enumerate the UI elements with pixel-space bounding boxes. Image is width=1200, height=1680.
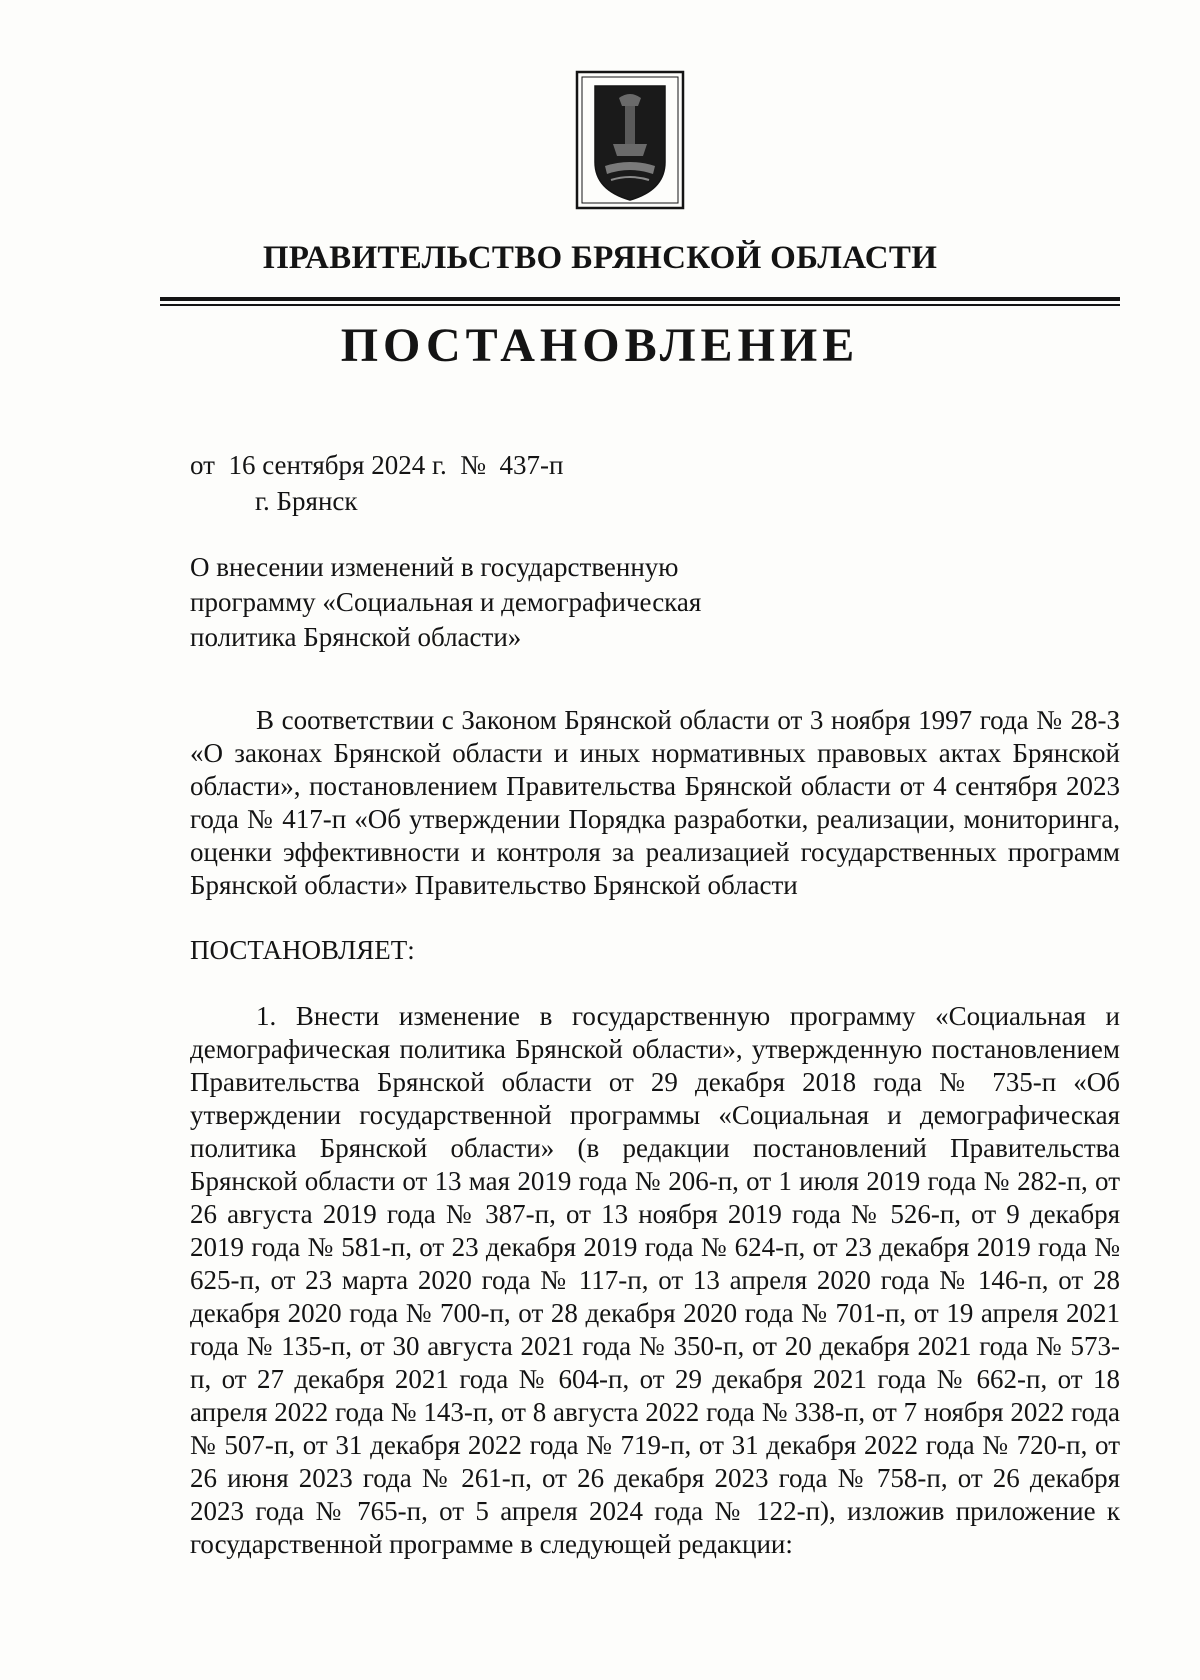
organization-title: ПРАВИТЕЛЬСТВО БРЯНСКОЙ ОБЛАСТИ — [262, 240, 938, 276]
preamble-paragraph — [190, 704, 1120, 902]
preamble-text: В соответствии с Законом Брянской области от 3 ноября 1997 года № 28-З «О законах Брянской области и иных нормативных правовых актах Брянской области», постановлением Правительства Брянской области от 4 сентября 2023 года № 417-п «Об утверждении Порядка разработки, реализации, мониторинга, оценки эффективности и контроля за реализацией государственных программ Брянской области» Правительство Брянской области — [190, 705, 1120, 900]
clause-1-text: 1. Внести изменение в государственную программу «Социальная и демографическая политика Брянской области», утвержденную постановлением Правительства Брянской области от 29 декабря 2018 года № 735-п «Об утверждении государственной программы «Социальная и демографическая политика Брянской области» (в редакции постановлений Правительства Брянской области от 13 мая 2019 года № 206-п, от 1 июля 2019 года № 282-п, от 26 августа 2019 года № 387-п, от 13 ноября 2019 года № 526-п, от 9 декабря 2019 года № 581-п, от 23 декабря 2019 года № 624-п, от 23 декабря 2019 года № 625-п, от 23 марта 2020 года № 117-п, от 13 апреля 2020 года № 146-п, от 28 декабря 2020 года № 700-п, от 28 декабря 2020 года № 701-п, от 19 апреля 2021 года № 135-п, от 30 августа 2021 года № 350-п, от 20 декабря 2021 года № 573-п, от 27 декабря 2021 года № 604-п, от 29 декабря 2021 года № 662-п, от 18 апреля 2022 года № 143-п, от 8 августа 2022 года № 338-п, от 7 ноября 2022 года № 507-п, от 31 декабря 2022 года № 719-п, от 31 декабря 2022 года № 720-п, от 26 июня 2023 года № 261-п, от 26 декабря 2023 года № 758-п, от 26 декабря 2023 года № 765-п, от 5 апреля 2024 года № 122-п), изложив приложение к государственной программе в следующей редакции: — [190, 1001, 1120, 1559]
city-name: г. Брянск — [255, 486, 358, 516]
subject-line: политика Брянской области» — [190, 622, 522, 652]
subject-line: О внесении изменений в государственную — [190, 552, 679, 582]
date-and-number: от 16 сентября 2024 г. № 437-п — [190, 450, 564, 480]
resolves-keyword: ПОСТАНОВЛЯЕТ: — [190, 935, 415, 965]
subject-line: программу «Социальная и демографическая — [190, 587, 702, 617]
header-rule-thin — [160, 304, 1120, 306]
document-subject — [190, 550, 790, 655]
header-rule-thick — [160, 297, 1120, 301]
coat-of-arms-emblem — [575, 70, 685, 210]
document-type-heading: ПОСТАНОВЛЕНИЕ — [340, 319, 860, 372]
clause-1-paragraph — [190, 1000, 1120, 1561]
